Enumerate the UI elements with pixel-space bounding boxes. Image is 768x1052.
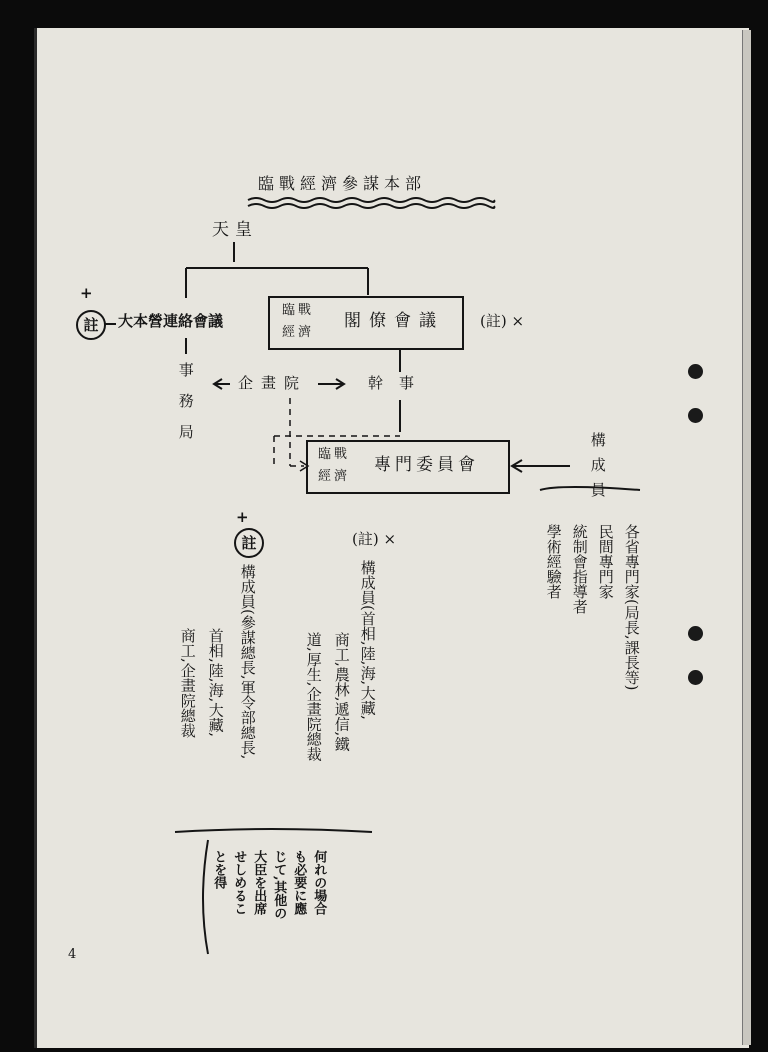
bracket-note-line-5: せしめるこ — [231, 850, 247, 915]
expert-committee-label: 專門委員會 — [374, 455, 479, 475]
members-item-4: 學術經驗者 — [544, 524, 563, 599]
bracket-note-line-1: 何れの場合 — [311, 850, 327, 915]
plus-sign: + — [80, 284, 93, 302]
bracket-note-line-3: じて,其他の — [271, 850, 287, 920]
note-x-line-2: 商工,農林,遞信,鐵 — [332, 632, 351, 752]
note-plus-line-2: 首相,陸,海,大藏, — [206, 628, 225, 738]
members-item-3: 統制會指導者 — [570, 524, 589, 614]
bracket-note-line-6: とを得 — [211, 850, 227, 889]
note-marker-circle: 註 — [234, 528, 264, 558]
secretary-label: 幹事 — [368, 374, 431, 392]
members-label: 構成員 — [588, 432, 607, 507]
diagram-title: 臨戰經濟參謀本部 — [258, 174, 427, 193]
members-item-2: 民間專門家 — [596, 524, 615, 599]
cabinet-council-label: 閣僚會議 — [344, 311, 444, 331]
committee-prefix-line1: 臨戰 — [318, 447, 351, 462]
members-item-1: 各省專門家(局長,課長等) — [622, 524, 641, 691]
note-x-line-1: 構成員(首相,陸,海,大藏, — [358, 560, 377, 720]
bracket-note-line-4: 大臣を出席 — [251, 850, 267, 915]
secretariat-label: 事務局 — [176, 362, 195, 455]
note-x-label: (註) × — [352, 530, 397, 548]
note-plus-line-3: 商工,企畫院總裁 — [178, 628, 197, 738]
bracket-note-line-2: も必要に應 — [291, 850, 307, 915]
note-x-line-3: 道,厚生,企畫院總裁 — [304, 632, 323, 762]
committee-prefix-line2: 經濟 — [318, 469, 351, 484]
cabinet-prefix-line1: 臨戰 — [282, 303, 315, 318]
note-marker-plus-circle: 註 — [76, 310, 106, 340]
liaison-conference: 大本營連絡會議 — [118, 312, 224, 330]
page-number: 4 — [68, 947, 77, 962]
planning-board-label: 企畫院 — [238, 374, 308, 392]
expert-committee-box — [306, 440, 510, 494]
note-plus-line-1: 構成員(參謀總長,軍令部總長, — [238, 564, 257, 760]
cabinet-prefix-line2: 經濟 — [282, 325, 315, 340]
emperor-label: 天皇 — [212, 220, 258, 240]
cabinet-council-box — [268, 296, 464, 350]
cabinet-note: (註) × — [480, 312, 525, 330]
note-plus-sign: + — [236, 508, 249, 526]
